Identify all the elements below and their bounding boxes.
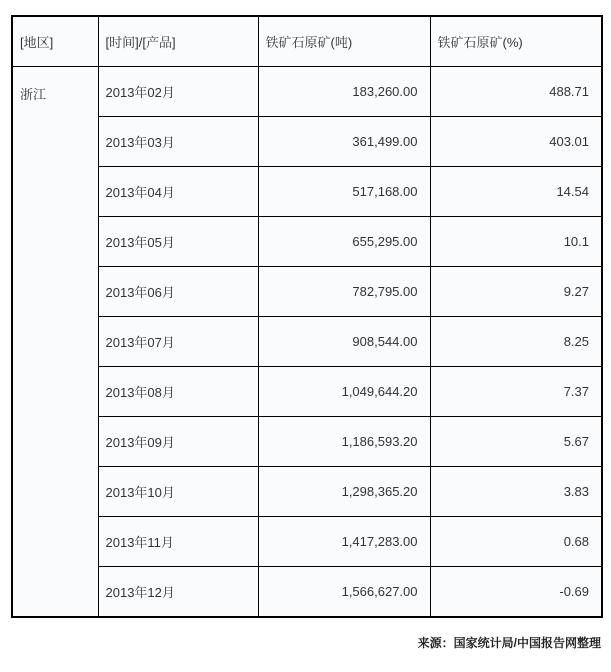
percent-cell: 0.68 — [430, 517, 602, 567]
table-row — [12, 367, 602, 417]
table-row — [12, 217, 602, 267]
table-row — [12, 267, 602, 317]
column-header-region: [地区] — [12, 16, 98, 67]
tons-cell: 517,168.00 — [258, 167, 430, 217]
percent-cell: 8.25 — [430, 317, 602, 367]
table-row — [12, 417, 602, 467]
month-cell: 2013年12月 — [98, 567, 258, 618]
table-row — [12, 317, 602, 367]
percent-cell: 5.67 — [430, 417, 602, 467]
percent-cell: 403.01 — [430, 117, 602, 167]
column-header-tons: 铁矿石原矿(吨) — [258, 16, 430, 67]
table-row — [12, 167, 602, 217]
tons-cell: 1,298,365.20 — [258, 467, 430, 517]
month-cell: 2013年08月 — [98, 367, 258, 417]
percent-cell: -0.69 — [430, 567, 602, 618]
tons-cell: 655,295.00 — [258, 217, 430, 267]
percent-cell: 10.1 — [430, 217, 602, 267]
percent-cell: 9.27 — [430, 267, 602, 317]
tons-cell: 1,417,283.00 — [258, 517, 430, 567]
header-row — [12, 16, 602, 67]
tons-cell: 361,499.00 — [258, 117, 430, 167]
percent-cell: 3.83 — [430, 467, 602, 517]
table-row — [12, 117, 602, 167]
tons-cell: 1,186,593.20 — [258, 417, 430, 467]
month-cell: 2013年04月 — [98, 167, 258, 217]
tons-cell: 782,795.00 — [258, 267, 430, 317]
percent-cell: 488.71 — [430, 67, 602, 117]
tons-cell: 1,049,644.20 — [258, 367, 430, 417]
region-cell: 浙江 — [12, 67, 98, 618]
table-row — [12, 517, 602, 567]
table-row — [12, 467, 602, 517]
tons-cell: 1,566,627.00 — [258, 567, 430, 618]
iron-ore-data-table — [11, 15, 603, 618]
month-cell: 2013年06月 — [98, 267, 258, 317]
month-cell: 2013年05月 — [98, 217, 258, 267]
table-row — [12, 567, 602, 618]
month-cell: 2013年09月 — [98, 417, 258, 467]
month-cell: 2013年07月 — [98, 317, 258, 367]
month-cell: 2013年11月 — [98, 517, 258, 567]
month-cell: 2013年10月 — [98, 467, 258, 517]
percent-cell: 14.54 — [430, 167, 602, 217]
tons-cell: 908,544.00 — [258, 317, 430, 367]
column-header-percent: 铁矿石原矿(%) — [430, 16, 602, 67]
percent-cell: 7.37 — [430, 367, 602, 417]
month-cell: 2013年03月 — [98, 117, 258, 167]
tons-cell: 183,260.00 — [258, 67, 430, 117]
source-attribution: 来源：国家统计局/中国报告网整理 — [417, 636, 601, 650]
table-row — [12, 67, 602, 117]
month-cell: 2013年02月 — [98, 67, 258, 117]
column-header-time-product: [时间]/[产品] — [98, 16, 258, 67]
